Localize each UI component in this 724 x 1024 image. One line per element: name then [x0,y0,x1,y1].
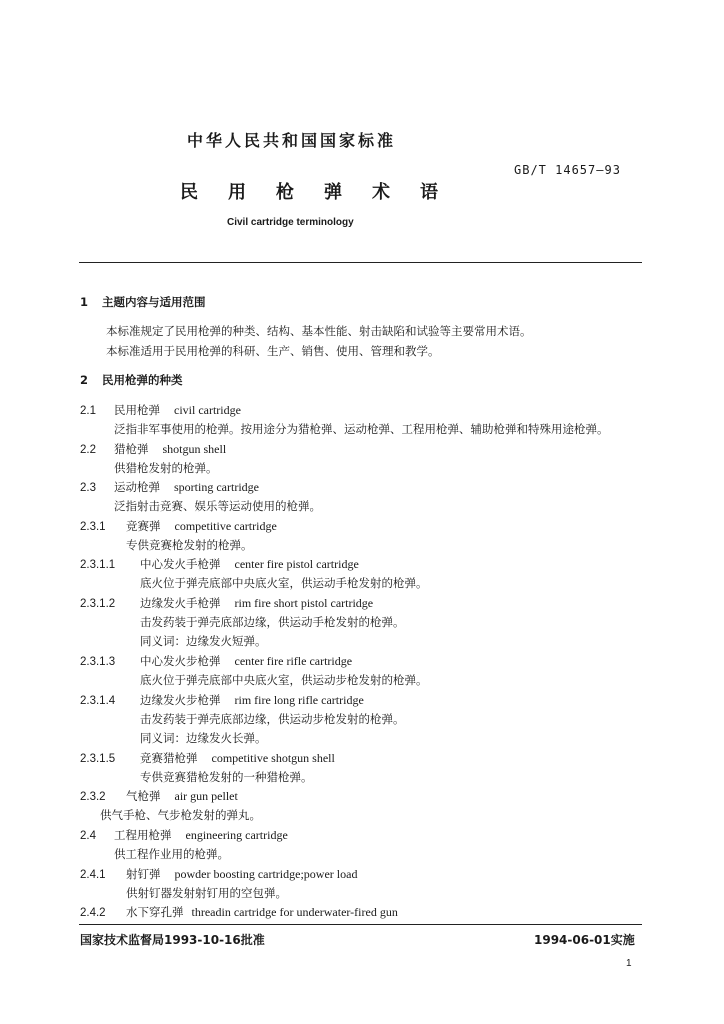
term-name: 中心发火手枪弹 [140,557,221,571]
term-english: sporting cartridge [174,480,259,494]
term-entry [80,827,288,843]
term-definition: 供猎枪发射的枪弹。 [114,461,218,475]
term-name: 竞赛弹 [126,519,161,533]
term-entry [80,441,226,457]
term-name: 射钉弹 [126,867,161,881]
term-english: competitive shotgun shell [211,751,335,765]
page-number: 1 [626,958,632,969]
term-number: 2.4 [80,830,96,842]
term-entry [80,518,277,534]
term-definition: 击发药装于弹壳底部边缘，供运动手枪发射的枪弹。 [140,615,405,629]
term-english: center fire pistol cartridge [234,557,359,571]
section-heading [80,372,183,388]
term-english: powder boosting cartridge;power load [174,867,358,881]
term-entry [80,866,357,882]
term-english: threadin cartridge for underwater-fired gun [191,905,398,919]
term-definition: 泛指射击竞赛、娱乐等运动使用的枪弹。 [114,499,321,513]
term-name: 边缘发火步枪弹 [140,693,221,707]
term-english: engineering cartridge [185,828,288,842]
section-number: 2 [80,373,89,387]
term-entry [80,653,352,669]
section-number: 1 [80,295,89,309]
term-name: 运动枪弹 [114,480,160,494]
term-number: 2.4.2 [80,907,106,919]
scope-paragraph: 本标准适用于民用枪弹的科研、生产、销售、使用、管理和教学。 [106,344,440,358]
term-name: 边缘发火手枪弹 [140,596,221,610]
term-entry [80,479,259,495]
scope-paragraph: 本标准规定了民用枪弹的种类、结构、基本性能、射击缺陷和试验等主要常用术语。 [106,324,532,338]
term-english: competitive cartridge [174,519,277,533]
standard-number: GB/T 14657—93 [514,163,621,177]
term-synonym: 同义词：边缘发火长弹。 [140,731,267,745]
term-english: air gun pellet [174,789,238,803]
term-definition: 专供竞赛枪发射的枪弹。 [126,538,253,552]
term-synonym: 同义词：边缘发火短弹。 [140,634,267,648]
term-definition: 供射钉器发射射钉用的空包弹。 [126,886,287,900]
term-entry [80,402,241,418]
term-number: 2.3.1.2 [80,598,116,610]
term-definition: 供工程作业用的枪弹。 [114,847,229,861]
approval-date: 国家技术监督局1993-10-16批准 [80,933,265,947]
term-entry [80,595,373,611]
term-name: 工程用枪弹 [114,828,172,842]
national-standard-heading: 中华人民共和国国家标准 [187,131,397,150]
term-definition: 泛指非军事使用的枪弹。按用途分为猎枪弹、运动枪弹、工程用枪弹、辅助枪弹和特殊用途枪弹。 [114,422,609,436]
term-definition: 底火位于弹壳底部中央底火室，供运动步枪发射的枪弹。 [140,673,428,687]
term-number: 2.4.1 [80,869,106,881]
term-definition: 击发药装于弹壳底部边缘，供运动步枪发射的枪弹。 [140,712,405,726]
term-english: center fire rifle cartridge [234,654,353,668]
document-title: 民用枪弹术语 [180,182,468,203]
term-number: 2.1 [80,405,96,417]
section-title: 民用枪弹的种类 [102,373,183,387]
term-name: 竞赛猎枪弹 [140,751,198,765]
term-english: rim fire short pistol cartridge [234,596,374,610]
term-name: 中心发火步枪弹 [140,654,221,668]
term-entry [80,788,238,804]
term-definition: 供气手枪、气步枪发射的弹丸。 [100,808,261,822]
term-number: 2.3.1.1 [80,559,116,571]
term-number: 2.3 [80,482,96,494]
term-number: 2.3.1.4 [80,695,116,707]
term-entry [80,904,398,920]
term-number: 2.3.1.3 [80,656,116,668]
header-rule [79,262,642,263]
term-number: 2.3.2 [80,791,106,803]
term-entry [80,692,364,708]
term-english: rim fire long rifle cartridge [234,693,364,707]
section-heading [80,294,206,310]
term-number: 2.3.1.5 [80,753,116,765]
section-title: 主题内容与适用范围 [102,295,206,309]
term-name: 水下穿孔弹 [126,905,184,919]
term-english: civil cartridge [174,403,241,417]
term-entry [80,750,335,766]
term-name: 气枪弹 [126,789,161,803]
term-english: shotgun shell [162,442,227,456]
term-name: 民用枪弹 [114,403,160,417]
term-entry [80,556,359,572]
term-name: 猎枪弹 [114,442,149,456]
document-title-english: Civil cartridge terminology [227,217,354,228]
effective-date: 1994-06-01实施 [534,933,635,947]
term-number: 2.2 [80,444,96,456]
term-definition: 底火位于弹壳底部中央底火室，供运动手枪发射的枪弹。 [140,576,428,590]
term-number: 2.3.1 [80,521,106,533]
footer-rule [79,924,642,925]
term-definition: 专供竞赛猎枪发射的一种猎枪弹。 [140,770,313,784]
